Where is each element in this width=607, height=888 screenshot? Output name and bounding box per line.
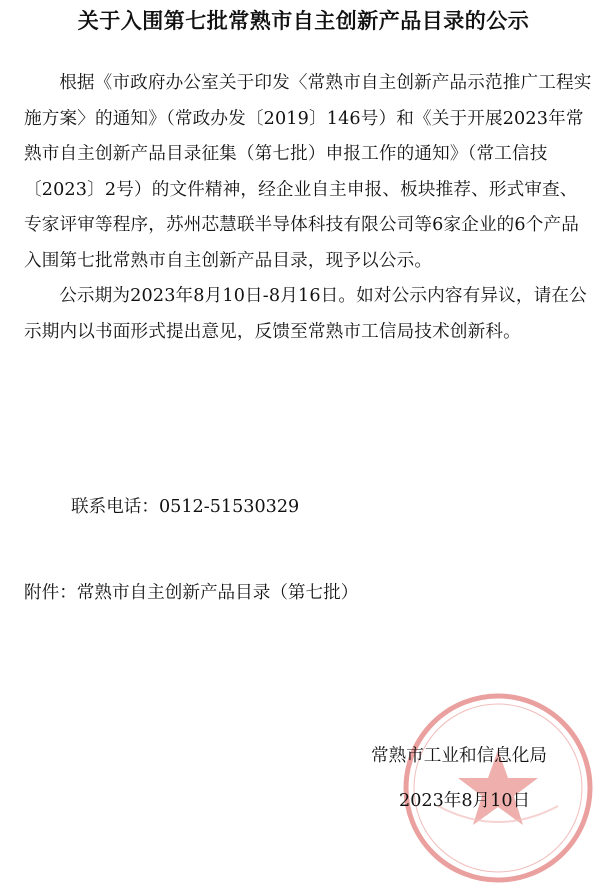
paragraph-basis: 根据《市政府办公室关于印发〈常熟市自主创新产品示范推广工程实施方案〉的通知》（常政办发〔2019〕146号）和《关于开展2023年常熟市自主创新产品目录征集（第七批）申报工作的通知》（常工信技〔2023〕2号）的文件精神，经企业自主申报、板块推荐、形式审查、专家评审等程序，苏州芯慧联半导体科技有限公司等6家企业的6个产品入围第七批常熟市自主创新产品目录，现予以公示。 bbox=[24, 73, 592, 271]
issuing-authority: 常熟市工业和信息化局 bbox=[371, 746, 547, 766]
attachment-line: 附件：常熟市自主创新产品目录（第七批） bbox=[24, 583, 359, 603]
document-body bbox=[24, 66, 592, 350]
document-title: 关于入围第七批常熟市自主创新产品目录的公示 bbox=[77, 9, 530, 33]
contact-phone: 联系电话：0512-51530329 bbox=[71, 497, 300, 517]
paragraph-publicity-period: 公示期为2023年8月10日-8月16日。如对公示内容有异议，请在公示期内以书面形式提出意见，反馈至常熟市工信局技术创新科。 bbox=[24, 286, 587, 342]
issue-date: 2023年8月10日 bbox=[399, 791, 531, 811]
